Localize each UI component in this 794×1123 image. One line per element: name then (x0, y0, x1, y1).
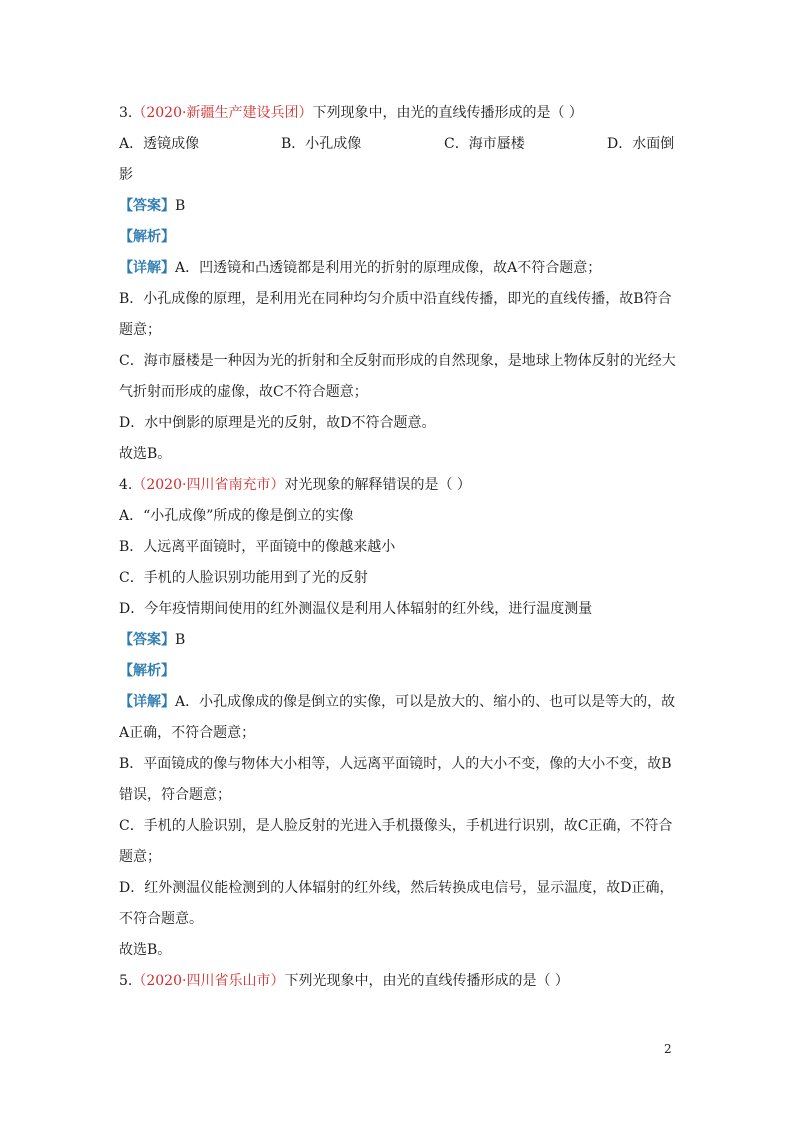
answer-value: B (175, 632, 186, 648)
explanation-text: A．凹透镜和凸透镜都是利用光的折射的原理成像，故A不符合题意； (175, 260, 602, 276)
explanation-line: 题意； (119, 322, 161, 338)
conclusion-line: 故选B。 (119, 446, 172, 462)
option-d-wrap: 影 (119, 167, 133, 183)
option-b: B．小孔成像 (281, 136, 362, 152)
answer-value: B (175, 198, 186, 214)
question-source: （2020·新疆生产建设兵团） (132, 105, 313, 121)
question-5-stem (119, 966, 679, 997)
explanation-line: B．平面镜成的像与物体大小相等，人远离平面镜时，人的大小不变，像的大小不变，故B (119, 756, 672, 772)
option-a: A．透镜成像 (119, 136, 200, 152)
question-text: 下列现象中，由光的直线传播形成的是（ ） (312, 105, 583, 121)
analysis-tag: 【解析】 (119, 229, 175, 245)
answer-line (119, 191, 679, 222)
explanation-line: C．手机的人脸识别，是人脸反射的光进入手机摄像头，手机进行识别，故C正确，不符合 (119, 818, 673, 834)
explanation-line (119, 253, 679, 284)
analysis-line (119, 656, 679, 687)
document-body (119, 98, 679, 997)
question-source: （2020·四川省南充市） (132, 477, 285, 493)
answer-line (119, 625, 679, 656)
analysis-tag: 【解析】 (119, 663, 175, 679)
option-a: A．“小孔成像”所成的像是倒立的实像 (119, 508, 354, 524)
question-text: 下列光现象中，由光的直线传播形成的是（ ） (284, 973, 569, 989)
explanation-line: 错误，符合题意； (119, 787, 231, 803)
question-text: 对光现象的解释错误的是（ ） (284, 477, 471, 493)
explanation-line: C．海市蜃楼是一种因为光的折射和全反射而形成的自然现象，是地球上物体反射的光经大 (119, 353, 676, 369)
option-b: B．人远离平面镜时，平面镜中的像越来越小 (119, 539, 396, 555)
option-d: D．水面倒 (607, 136, 675, 152)
answer-tag: 【答案】 (119, 198, 175, 214)
detail-tag: 【详解】 (119, 260, 175, 276)
question-3-stem (119, 98, 679, 129)
explanation-line: A正确，不符合题意； (119, 725, 256, 741)
explanation-line: 不符合题意。 (119, 911, 203, 927)
question-4-stem (119, 470, 679, 501)
question-source: （2020·四川省乐山市） (132, 973, 285, 989)
question-3-options (119, 129, 679, 160)
analysis-line (119, 222, 679, 253)
conclusion-line: 故选B。 (119, 942, 172, 958)
explanation-text: A．小孔成像成的像是倒立的实像，可以是放大的、缩小的、也可以是等大的，故 (175, 694, 676, 710)
explanation-line: 气折射而形成的虚像，故C不符合题意； (119, 384, 368, 400)
question-number: 5. (119, 973, 133, 989)
option-d: D．今年疫情期间使用的红外测温仪是利用人体辐射的红外线，进行温度测量 (119, 601, 593, 617)
explanation-line: D．水中倒影的原理是光的反射，故D不符合题意。 (119, 415, 436, 431)
answer-tag: 【答案】 (119, 632, 175, 648)
question-number: 3. (119, 105, 133, 121)
explanation-line: B．小孔成像的原理，是利用光在同种均匀介质中沿直线传播，即光的直线传播，故B符合 (119, 291, 672, 307)
explanation-line: 题意； (119, 849, 161, 865)
detail-tag: 【详解】 (119, 694, 175, 710)
explanation-line (119, 687, 679, 718)
page-number: 2 (664, 1042, 672, 1056)
option-c: C．手机的人脸识别功能用到了光的反射 (119, 570, 368, 586)
question-number: 4. (119, 477, 133, 493)
option-c: C．海市蜃楼 (444, 136, 525, 152)
explanation-line: D．红外测温仪能检测到的人体辐射的红外线，然后转换成电信号，显示温度，故D正确， (119, 880, 674, 896)
